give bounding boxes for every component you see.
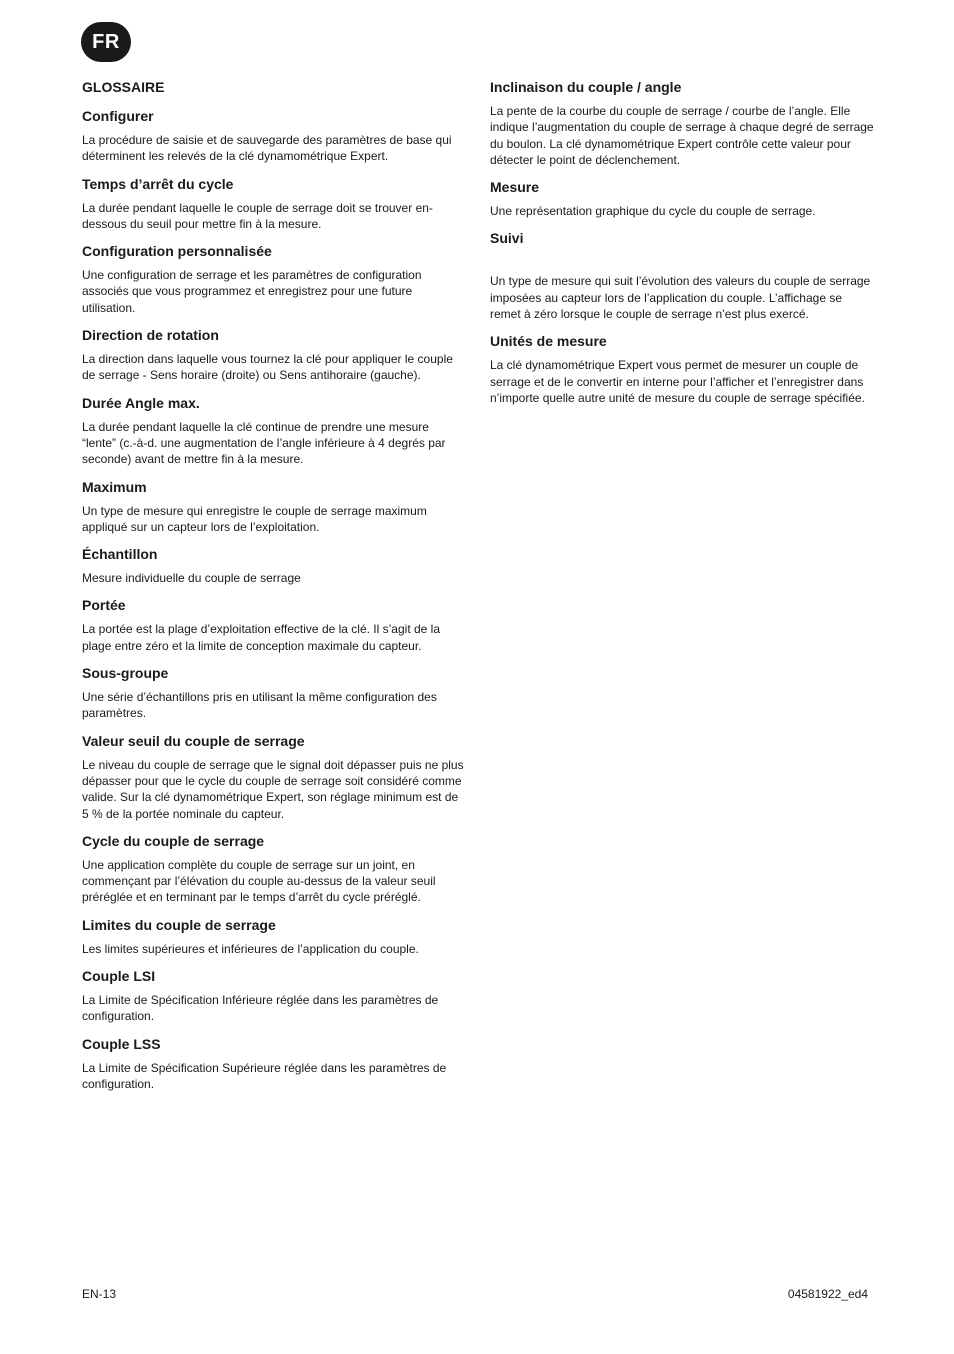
glossary-entry — [82, 175, 466, 233]
entry-definition: La Limite de Spécification Supérieure réglée dans les paramètres de configuration. — [82, 1060, 447, 1091]
entry-term: Valeur seuil du couple de serrage — [82, 732, 305, 749]
entry-term: Limites du couple de serrage — [82, 916, 276, 933]
entry-term: Temps d’arrêt du cycle — [82, 175, 234, 192]
glossary-entry — [82, 664, 466, 722]
glossary-entry — [490, 178, 874, 219]
entry-definition: Les limites supérieures et inférieures de l’application du couple. — [82, 941, 419, 956]
entry-definition: Le niveau du couple de serrage que le signal doit dépasser puis ne plus dépasser pour que le cycle du couple de serrage soit considéré comme valide. Sur la clé dynamométrique Expert, son réglage minimum est de 5 % de la portée nominale du capteur. — [82, 757, 464, 821]
entry-definition: La pente de la courbe du couple de serrage / courbe de l’angle. Elle indique l’augmentation du couple de serrage à chaque degré de serrage du boulon. La clé dynamométrique Expert contrôle cette valeur pour détecter le point de déclenchement. — [490, 104, 874, 167]
entry-definition: Une configuration de serrage et les paramètres de configuration associés que vous programmez et enregistrez pour une future utilisation. — [82, 268, 422, 315]
entry-term: Configuration personnalisée — [82, 243, 272, 260]
entry-definition: La clé dynamométrique Expert vous permet de mesurer un couple de serrage et de le convertir en interne pour l’afficher et l’enregistrer dans n’importe quelle autre unité de mesure du couple de serrage spécifiée. — [490, 358, 865, 405]
entry-term: Sous-groupe — [82, 665, 169, 682]
glossary-entry — [82, 832, 466, 906]
entry-term: Configurer — [82, 108, 154, 124]
left-column — [82, 78, 466, 1102]
glossary-entry — [82, 732, 466, 822]
glossary-entry — [82, 326, 466, 384]
glossary-entry — [490, 78, 874, 168]
right-column — [490, 78, 874, 416]
glossary-entry — [82, 478, 466, 536]
entry-definition: La portée est la plage d’exploitation effective de la clé. Il s’agit de la plage entre zéro et la limite de conception maximale du capteur. — [82, 622, 441, 653]
page-number: EN-13 — [82, 1287, 117, 1301]
entry-definition: Une représentation graphique du cycle du couple de serrage. — [490, 204, 816, 219]
entry-definition: La durée pendant laquelle la clé continue de prendre une mesure “lente” (c.-à-d. une augmentation de l’angle inférieure à 4 degrés par seconde) avant de mettre fin à la mesure. — [82, 419, 446, 467]
entry-term: Inclinaison du couple / angle — [490, 79, 682, 95]
entry-term: Couple LSS — [82, 1035, 161, 1052]
glossary-entry — [82, 242, 466, 316]
glossary-entry — [82, 916, 466, 957]
entry-term: Échantillon — [82, 546, 158, 563]
entry-definition: Une série d’échantillons pris en utilisant la même configuration des paramètres. — [82, 690, 437, 721]
entry-term: Unités de mesure — [490, 333, 607, 350]
glossary-entry — [82, 107, 466, 165]
entry-term: Suivi — [490, 230, 524, 247]
entry-definition: Une application complète du couple de serrage sur un joint, en commençant par l’élévation du couple au-dessus de la valeur seuil préréglée et en terminant par le temps d’arrêt du cycle préréglé. — [82, 857, 436, 905]
entry-term: Durée Angle max. — [82, 394, 200, 411]
entry-definition: La Limite de Spécification Inférieure réglée dans les paramètres de configuration. — [82, 993, 439, 1024]
glossary-title: GLOSSAIRE — [82, 79, 165, 95]
entry-definition: La direction dans laquelle vous tournez la clé pour appliquer le couple de serrage - Sens horaire (droite) ou Sens antihoraire (gauche). — [82, 352, 453, 383]
glossary-entry — [82, 545, 466, 586]
entry-definition: Mesure individuelle du couple de serrage — [82, 571, 301, 586]
glossary-entry — [82, 967, 466, 1025]
entry-term: Mesure — [490, 179, 540, 196]
entry-term: Cycle du couple de serrage — [82, 832, 265, 849]
glossary-entry — [490, 332, 874, 406]
language-badge: FR — [81, 22, 131, 62]
entry-definition: La procédure de saisie et de sauvegarde des paramètres de base qui déterminent les relevés de la clé dynamométrique Expert. — [82, 133, 452, 164]
entry-definition: La durée pendant laquelle le couple de serrage doit se trouver en-dessous du seuil pour mettre fin à la mesure. — [82, 200, 433, 231]
glossary-entry — [490, 229, 874, 322]
entry-definition: Un type de mesure qui enregistre le couple de serrage maximum appliqué sur un capteur lors de l’exploitation. — [82, 503, 427, 534]
glossary-entry — [82, 1035, 466, 1093]
glossary-entry — [82, 394, 466, 468]
glossary-entry — [82, 596, 466, 654]
entry-term: Couple LSI — [82, 968, 156, 985]
entry-term: Maximum — [82, 478, 147, 495]
entry-definition: Un type de mesure qui suit l’évolution des valeurs du couple de serrage imposées au capteur lors de l’application du couple. L’affichage se remet à zéro lorsque le couple de serrage n’est plus exercé. — [490, 274, 871, 322]
document-code: 04581922_ed4 — [787, 1287, 868, 1301]
entry-term: Direction de rotation — [82, 327, 219, 344]
entry-term: Portée — [82, 597, 126, 614]
